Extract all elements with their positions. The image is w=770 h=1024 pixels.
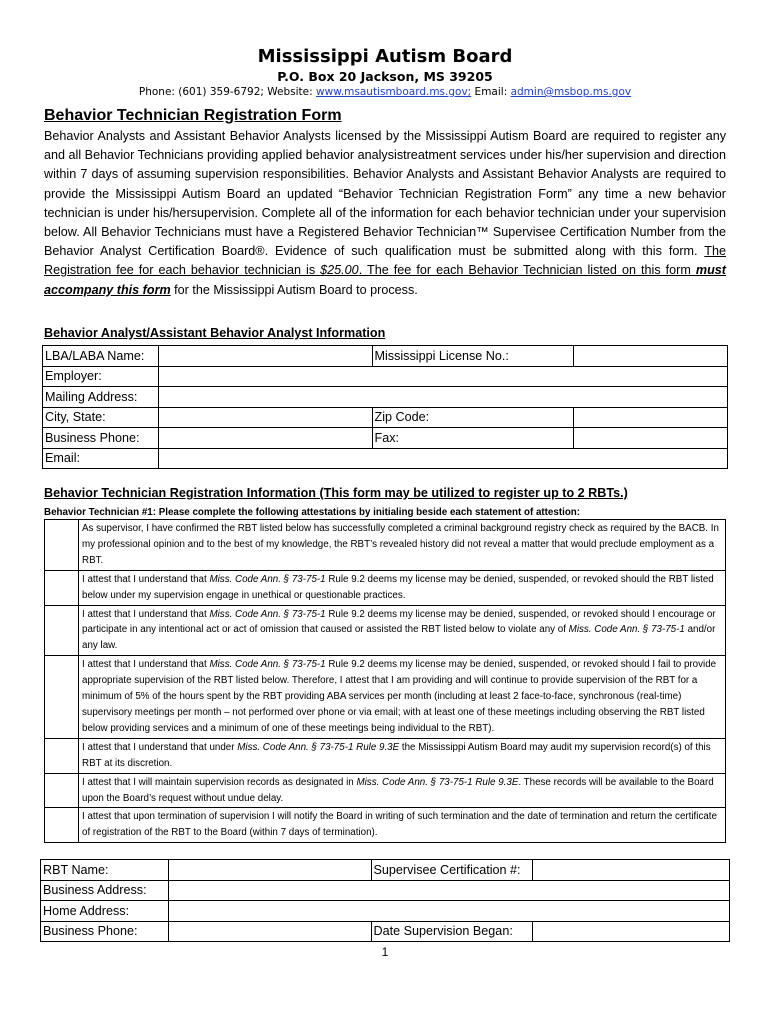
attestation-row: [45, 570, 726, 605]
attestation-text: I attest that I understand that Miss. Code Ann. § 73-75-1 Rule 9.2 deems my license may be denied, suspended, or revoked should the RBT listed below under my supervision engage in unethical or questionable practices.: [79, 570, 726, 605]
attestation-text: I attest that I understand that under Miss. Code Ann. § 73-75-1 Rule 9.3E the Mississippi Autism Board may audit my supervision record(s) of this RBT at its discretion.: [79, 738, 726, 773]
initials-field[interactable]: [45, 605, 79, 656]
attestation-row: [45, 656, 726, 739]
rbt-name-label: RBT Name:: [41, 860, 169, 881]
initials-field[interactable]: [45, 773, 79, 808]
initials-field[interactable]: [45, 808, 79, 843]
tech-section-title: Behavior Technician Registration Information (This form may be utilized to register up to 2 RBTs.): [44, 486, 628, 500]
attestation-text: I attest that I will maintain supervision records as designated in Miss. Code Ann. § 73-75-1 Rule 9.3E. These records will be available to the Board upon the Board’s request without undue delay.: [79, 773, 726, 808]
analyst-section-title: Behavior Analyst/Assistant Behavior Analyst Information: [44, 326, 386, 340]
cert-no-label: Supervisee Certification #:: [371, 860, 533, 881]
rbt-business-address-field[interactable]: [168, 880, 729, 901]
zip-code-label: Zip Code:: [372, 407, 574, 428]
fax-label: Fax:: [372, 428, 574, 449]
employer-field[interactable]: [158, 366, 727, 387]
initials-field[interactable]: [45, 656, 79, 739]
attestation-text: I attest that I understand that Miss. Code Ann. § 73-75-1 Rule 9.2 deems my license may be denied, suspended, or revoked should I fail to provide appropriate supervision of the RBT listed below. Therefore, I attest that I am providing and will continue to provide supervision of the RBT for a minimum of 5% of the hours spent by the RBT providing ABA services per month (including at least 2 face-to-face, synchronous (real-time) supervisory meetings per month – not performed over phone or via email; with at least one of these meetings including observing the RBT listed below providing services and a minimum of one of these meetings being individual to the RBT).: [79, 656, 726, 739]
initials-field[interactable]: [45, 570, 79, 605]
attestation-text: I attest that I understand that Miss. Code Ann. § 73-75-1 Rule 9.2 deems my license may be denied, suspended, or revoked should I encourage or participate in any intentional act or act of omission that caused or assisted the RBT listed below to violate any of Miss. Code Ann. § 73-75-1 and/or any law.: [79, 605, 726, 656]
tech-1-note: Behavior Technician #1: Please complete the following attestations by initialing beside each statement of attestion:: [44, 507, 581, 518]
attestation-row: [45, 773, 726, 808]
initials-field[interactable]: [45, 520, 79, 571]
rbt-business-phone-label: Business Phone:: [41, 921, 169, 942]
lba-name-field[interactable]: [158, 346, 372, 367]
attestation-row: [45, 808, 726, 843]
mailing-address-field[interactable]: [158, 387, 727, 408]
org-address: P.O. Box 20 Jackson, MS 39205: [277, 69, 493, 84]
rbt-name-field[interactable]: [168, 860, 371, 881]
license-no-field[interactable]: [574, 346, 728, 367]
mailing-address-label: Mailing Address:: [43, 387, 159, 408]
date-supervision-label: Date Supervision Began:: [371, 921, 533, 942]
attestation-row: [45, 605, 726, 656]
cert-no-field[interactable]: [533, 860, 730, 881]
email-link[interactable]: admin@msbop.ms.gov: [510, 86, 632, 98]
business-phone-label: Business Phone:: [43, 428, 159, 449]
org-title: Mississippi Autism Board: [257, 46, 513, 67]
business-phone-field[interactable]: [158, 428, 372, 449]
page-number: 1: [381, 945, 389, 959]
rbt-home-address-field[interactable]: [168, 901, 729, 922]
attestation-text: As supervisor, I have confirmed the RBT listed below has successfully completed a criminal background registry check as required by the BACB. In my professional opinion and to the best of my knowledge, the RBT’s revealed history did not reveal a matter that would preclude employment as a RBT.: [79, 520, 726, 571]
website-link[interactable]: www.msautismboard.ms.gov;: [316, 86, 472, 98]
attestation-row: [45, 738, 726, 773]
rbt-home-address-label: Home Address:: [41, 901, 169, 922]
form-title: Behavior Technician Registration Form: [44, 107, 342, 124]
city-state-label: City, State:: [43, 407, 159, 428]
email-field[interactable]: [158, 448, 727, 469]
employer-label: Employer:: [43, 366, 159, 387]
attestation-row: [45, 520, 726, 571]
city-state-field[interactable]: [158, 407, 372, 428]
email-label: Email:: [43, 448, 159, 469]
org-contact: Phone: (601) 359-6792; Website: www.msautismboard.ms.gov; Email: admin@msbop.ms.gov: [138, 86, 632, 98]
attestation-text: I attest that upon termination of supervision I will notify the Board in writing of such termination and the date of termination and return the certificate of registration of the RBT to the Board (within 7 days of termination).: [79, 808, 726, 843]
lba-name-label: LBA/LABA Name:: [43, 346, 159, 367]
fax-field[interactable]: [574, 428, 728, 449]
rbt-info-table: [40, 859, 730, 942]
analyst-info-table: [42, 345, 728, 469]
zip-code-field[interactable]: [574, 407, 728, 428]
intro-paragraph: Behavior Analysts and Assistant Behavior Analysts licensed by the Mississippi Autism Board are required to register any and all Behavior Technicians providing applied behavior analysistreatment services under his/her supervision and direction within 7 days of assuming supervision responsibilities. Behavior Analysts and Assistant Behavior Analysts are required to provide the Mississippi Autism Board an updated “Behavior Technician Registration Form” any time a new behavior technician is under his/hersupervision. Complete all of the information for each behavior technician under your supervision below. All Behavior Technicians must have a Registered Behavior Technician™ Supervisee Certification Number from the Behavior Analyst Certification Board®. Evidence of such qualification must be submitted along with this form. The Registration fee for each behavior technician is $25.00. The fee for each Behavior Technician listed on this form must accompany this form for the Mississippi Autism Board to process.: [44, 129, 726, 297]
attestation-table: [44, 519, 726, 843]
date-supervision-field[interactable]: [533, 921, 730, 942]
rbt-business-address-label: Business Address:: [41, 880, 169, 901]
rbt-business-phone-field[interactable]: [168, 921, 371, 942]
license-no-label: Mississippi License No.:: [372, 346, 574, 367]
initials-field[interactable]: [45, 738, 79, 773]
